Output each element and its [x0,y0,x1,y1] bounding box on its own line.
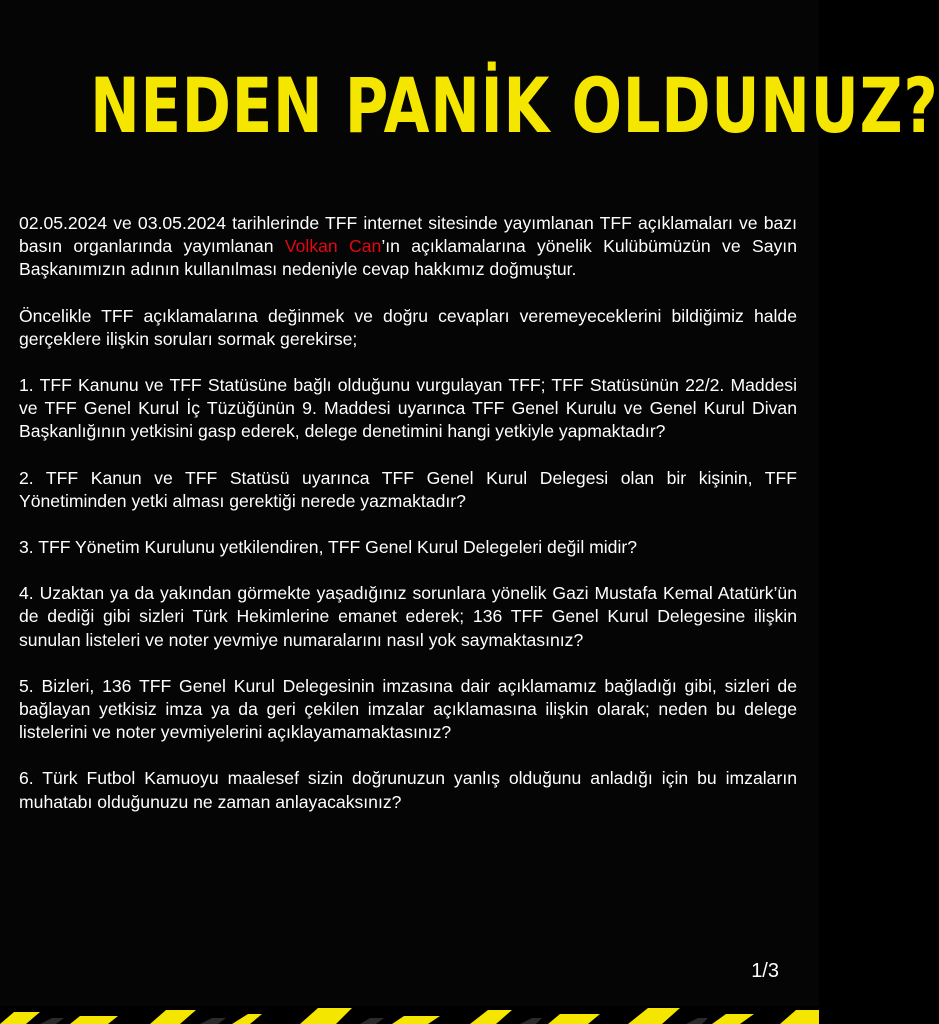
question-2: 2. TFF Kanun ve TFF Statüsü uyarınca TFF Genel Kurul Delegesi olan bir kişinin, TFF Yönetiminden yetki alması gerektiği nerede yazmaktadır? [19,467,797,511]
page-indicator: 1/3 [751,960,779,982]
question-1: 1. TFF Kanunu ve TFF Statüsüne bağlı olduğunu vurgulayan TFF; TFF Statüsünün 22/2. Maddesi ve TFF Genel Kurul İç Tüzüğünün 9. Maddesi uyarınca TFF Genel Kurulu ve Genel Kurul Divan Başkanlığının yetkisini gasp ederek, delege denetimini hangi yetkiyle yapmaktadır? [19,375,797,442]
highlighted-name: Volkan Can [284,236,382,257]
statement-body [19,212,797,837]
question-6: 6. Türk Futbol Kamuoyu maalesef sizin doğrunuzun yanlış olduğunu anladığı için bu imzaların muhatabı olduğunuzu ne zaman anlayacaksınız? [19,768,797,812]
question-4: 4. Uzaktan ya da yakından görmekte yaşadığınız sorunlara yönelik Gazi Mustafa Kemal Atatürk’ün de dediği gibi sizleri Türk Hekimlerine emanet ederek; 136 TFF Genel Kurul Delegesine ilişkin sunulan listeleri ve noter yevmiye numaralarını nasıl yok saymaktasınız? [19,583,797,650]
page-title: NEDEN PANİK OLDUNUZ? [90,61,939,150]
intro-paragraph [19,212,797,282]
hazard-tape-decoration [0,1006,819,1024]
intro-text-before: 02.05.2024 ve 03.05.2024 tarihlerinde TFF internet sitesinde yayımlanan TFF açıklamaları ve bazı basın organlarında yayımlanan [19,213,797,257]
lead-paragraph: Öncelikle TFF açıklamalarına değinmek ve doğru cevapları veremeyeceklerini bildiğimiz halde gerçeklere ilişkin soruları sormak gerekirse; [19,305,797,349]
question-3: 3. TFF Yönetim Kurulunu yetkilendiren, TFF Genel Kurul Delegeleri değil midir? [19,537,638,558]
intro-text-after: ’ın açıklamalarına yönelik Kulübümüzün ve Sayın Başkanımızın adının kullanılması nedeniyle cevap hakkımız doğmuştur. [19,236,797,280]
question-5: 5. Bizleri, 136 TFF Genel Kurul Delegesinin imzasına dair açıklamamız bağladığı gibi, sizleri de bağlayan yetkisiz imza ya da geri çekilen imzalar açıklamasına ilişkin olarak; neden bu delege listelerini ve noter yevmiyelerini açıklayamamaktasınız? [19,675,797,743]
